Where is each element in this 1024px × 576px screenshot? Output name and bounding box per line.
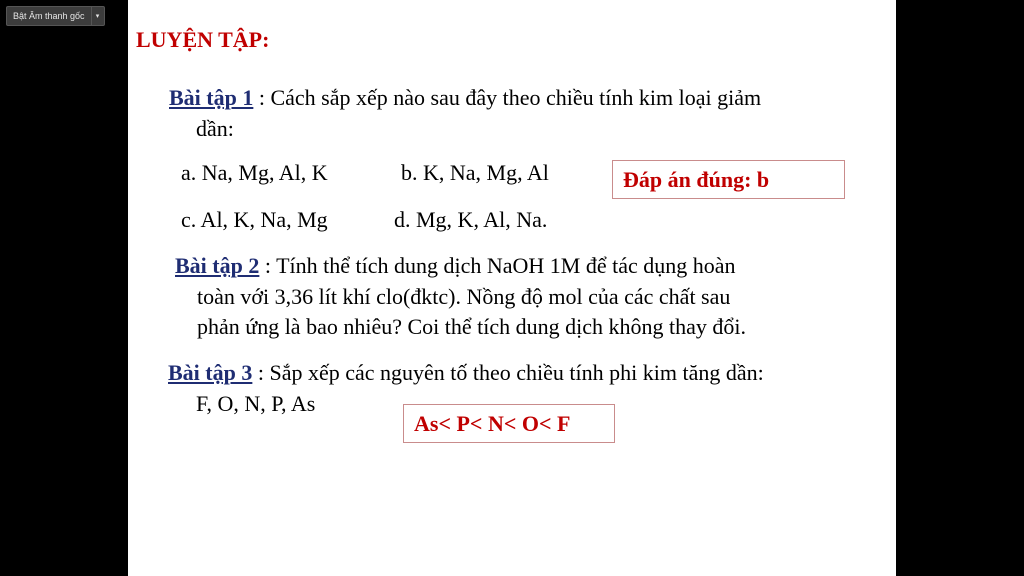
- exercise-1-line-1: [169, 85, 761, 111]
- exercise-2-line-1: [175, 253, 736, 279]
- exercise-1-answer-box: Đáp án đúng: b: [612, 160, 845, 199]
- exercise-2-label: Bài tập 2: [175, 253, 260, 278]
- original-sound-button[interactable]: [6, 6, 105, 26]
- exercise-3-text-1: : Sắp xếp các nguyên tố theo chiều tính phi kim tăng dần:: [252, 360, 764, 385]
- exercise-1-text-1: : Cách sắp xếp nào sau đây theo chiều tính kim loại giảm: [253, 85, 762, 110]
- exercise-1-label: Bài tập 1: [169, 85, 254, 110]
- chevron-down-icon[interactable]: ▾: [91, 6, 105, 26]
- exercise-1-option-b: b. K, Na, Mg, Al: [401, 160, 549, 185]
- exercise-3-answer-box: As< P< N< O< F: [403, 404, 615, 443]
- original-sound-label[interactable]: Bật Âm thanh gốc: [6, 6, 91, 26]
- exercise-1-text-2: dần:: [196, 116, 234, 141]
- exercise-3-line-1: [168, 360, 764, 386]
- slide-title: LUYỆN TẬP:: [136, 27, 270, 52]
- exercise-1-option-a: a. Na, Mg, Al, K: [181, 160, 328, 185]
- presentation-slide: [128, 0, 896, 576]
- exercise-2-text-2: toàn với 3,36 lít khí clo(đktc). Nồng độ mol của các chất sau: [197, 284, 731, 309]
- exercise-2-text-3: phản ứng là bao nhiêu? Coi thể tích dung dịch không thay đổi.: [197, 314, 746, 339]
- exercise-1-option-d: d. Mg, K, Al, Na.: [394, 207, 548, 232]
- exercise-3-label: Bài tập 3: [168, 360, 253, 385]
- exercise-2-text-1: : Tính thể tích dung dịch NaOH 1M để tác dụng hoàn: [259, 253, 736, 278]
- exercise-3-text-2: F, O, N, P, As: [196, 391, 316, 416]
- exercise-1-option-c: c. Al, K, Na, Mg: [181, 207, 328, 232]
